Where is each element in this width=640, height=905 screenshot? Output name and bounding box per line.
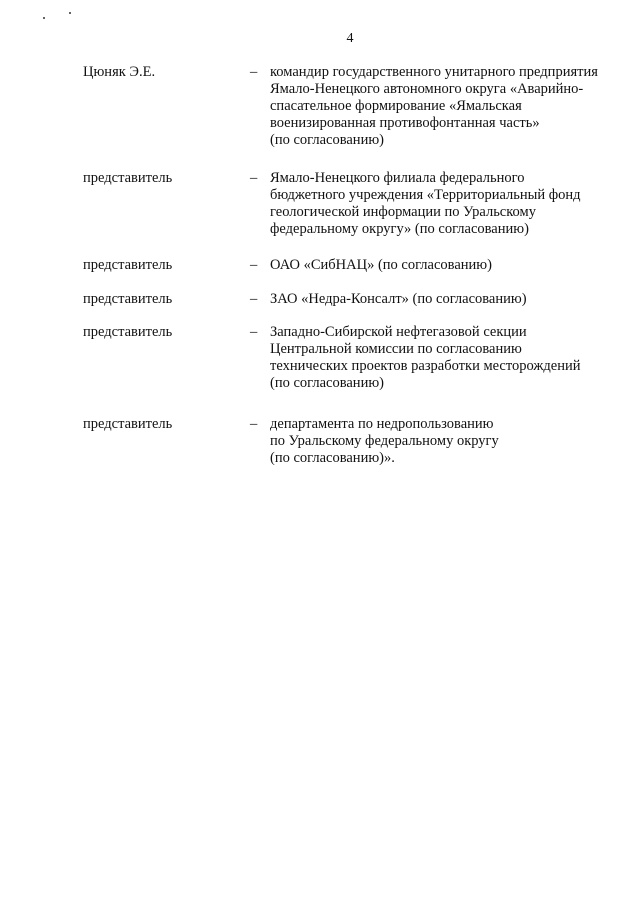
member-entry (83, 64, 623, 149)
member-dash: – (250, 257, 258, 273)
member-name: представитель (83, 257, 173, 273)
scan-artifact-dot (69, 12, 71, 14)
member-entry (83, 324, 623, 392)
member-dash: – (250, 416, 258, 432)
member-role: ОАО «СибНАЦ» (по согласованию) (270, 257, 492, 273)
member-name: представитель (83, 416, 173, 432)
member-role: ЗАО «Недра-Консалт» (по согласованию) (270, 291, 527, 307)
page-number: 4 (346, 31, 354, 46)
member-role: департамента по недропользованию по Уральскому федеральному округу (по согласованию)». (270, 416, 499, 466)
member-name: Цюняк Э.Е. (83, 64, 156, 80)
member-role: Западно-Сибирской нефтегазовой секции Центральной комиссии по согласованию технических проектов разработки месторождений (по согласованию) (270, 324, 581, 391)
commission-member-list (83, 64, 623, 467)
member-entry (83, 416, 623, 467)
member-dash: – (250, 291, 258, 307)
member-role: Ямало-Ненецкого филиала федерального бюджетного учреждения «Территориальный фонд геологической информации по Уральскому федеральному округу» (по согласованию) (270, 170, 581, 237)
member-dash: – (250, 170, 258, 186)
member-role: командир государственного унитарного предприятия Ямало-Ненецкого автономного округа «Аварийно- спасательное формирование «Ямальская военизированная противофонтанная часть» (по согласованию) (270, 64, 598, 148)
member-name: представитель (83, 291, 173, 307)
member-dash: – (250, 324, 258, 340)
member-entry (83, 291, 623, 308)
member-entry (83, 257, 623, 274)
scan-artifact-dot (43, 17, 45, 19)
member-dash: – (250, 64, 258, 80)
member-name: представитель (83, 170, 173, 186)
member-name: представитель (83, 324, 173, 340)
member-entry (83, 170, 623, 238)
